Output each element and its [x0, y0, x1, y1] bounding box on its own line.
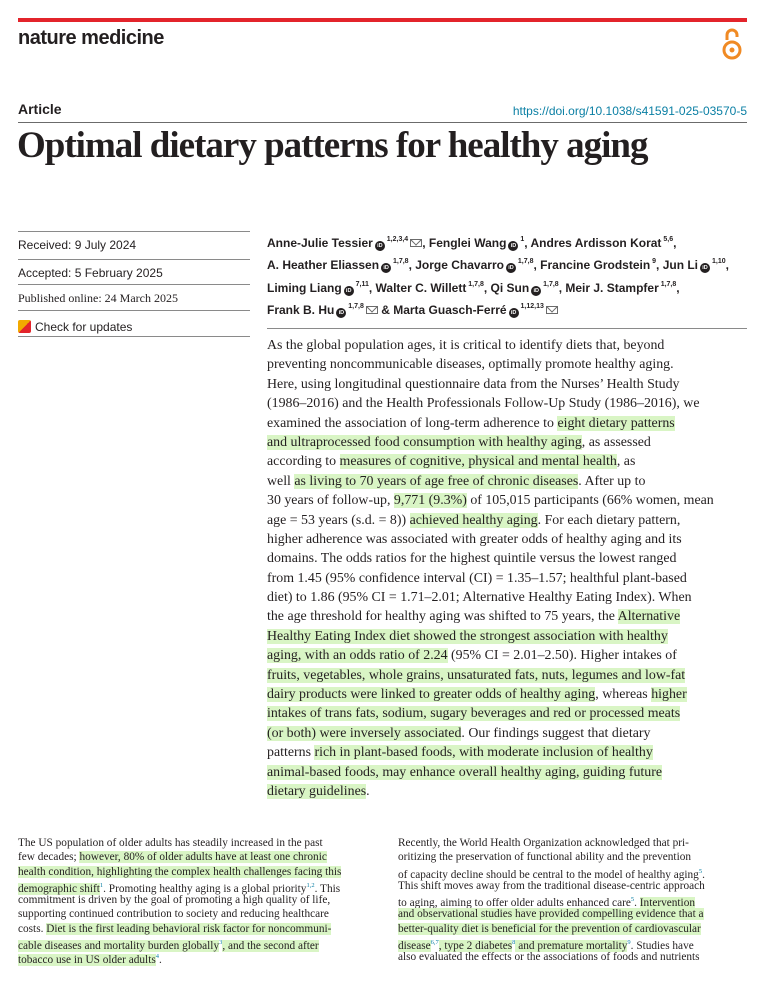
- body-text: costs.: [18, 922, 47, 935]
- affiliation-superscript: 1,7,8: [658, 280, 677, 288]
- author-name-text: Francine Grodstein: [540, 258, 651, 273]
- body-text: also evaluated the effects or the associations of foods and nutrients: [398, 951, 700, 964]
- author-line: Frank B. Hu iD $^{1,7,8}$ & Marta Guasch-Ferré iD $^{1,12,13}$: [267, 298, 747, 320]
- highlighted-text: better-quality diet is beneficial for the prevention of cardiovascular: [398, 922, 701, 935]
- highlighted-text: fruits, vegetables, whole grains, unsaturated fats, nuts, legumes and low-fat: [267, 667, 686, 683]
- abstract-line: [267, 530, 749, 549]
- body-line: [398, 836, 748, 850]
- citation-reference[interactable]: 5: [630, 896, 635, 904]
- check-for-updates-label: Check for updates: [35, 319, 133, 334]
- abstract-line: [267, 627, 749, 646]
- highlighted-text: Intervention: [639, 896, 695, 909]
- doi-link[interactable]: https://doi.org/10.1038/s41591-025-03570-5: [512, 104, 747, 118]
- body-line: [18, 936, 368, 950]
- highlighted-text: Healthy Eating Index diet showed the strongest association with healthy: [267, 628, 668, 644]
- abstract-text: Here, using longitudinal questionnaire data from the Nurses’ Health Study: [267, 376, 680, 392]
- affiliation-superscript: 9: [650, 258, 657, 266]
- author-name-text: A. Heather Eliassen: [267, 258, 380, 273]
- highlighted-text: eight dietary patterns: [557, 415, 675, 431]
- author-list: [267, 231, 747, 320]
- citation-reference[interactable]: 6,7: [430, 939, 439, 947]
- body-text: The US population of older adults has steadily increased in the past: [18, 837, 323, 849]
- author-line: Anne-Julie Tessier iD $^{1,2,3,4}$ , Fenglei Wang iD $^1$, Andres Ardisson Korat $^{5,6}$,: [267, 236, 677, 250]
- citation-reference[interactable]: 3: [219, 939, 223, 947]
- abstract-line: [267, 491, 749, 510]
- abstract-line: [267, 607, 749, 626]
- abstract-line: [267, 394, 749, 413]
- author-name[interactable]: [663, 258, 726, 272]
- body-line: [18, 907, 368, 921]
- highlighted-text: and observational studies have provided compelling evidence that a: [398, 908, 704, 921]
- abstract-line: [267, 685, 749, 704]
- body-text: .: [702, 868, 705, 881]
- abstract-text: the age threshold for healthy aging was shifted to 75 years, the: [267, 609, 618, 625]
- affiliation-superscript: 5,6: [661, 236, 674, 243]
- author-name-text: Meir J. Stampfer: [565, 280, 659, 295]
- abstract-text: patterns: [267, 745, 315, 761]
- highlighted-text: animal-based foods, may enhance overall healthy aging, guiding future: [267, 764, 662, 780]
- highlighted-text: , and the second after: [222, 939, 319, 952]
- highlighted-text: , type 2 diabetes: [438, 939, 513, 952]
- orcid-icon[interactable]: iD: [506, 263, 516, 273]
- abstract-text: .: [366, 783, 370, 799]
- abstract: [267, 336, 749, 801]
- highlighted-text: 9,771 (9.3%): [393, 493, 467, 509]
- author-name[interactable]: [267, 258, 409, 272]
- author-name[interactable]: [415, 258, 533, 272]
- author-name-text: Fenglei Wang: [428, 236, 507, 250]
- author-name-text: Frank B. Hu: [267, 302, 335, 317]
- body-line: [18, 950, 368, 967]
- author-name[interactable]: [393, 303, 558, 317]
- body-line: [398, 950, 748, 964]
- accepted-date: Accepted: 5 February 2025: [18, 259, 250, 287]
- highlighted-text: (or both) were inversely associated: [267, 725, 462, 741]
- header-rule: [18, 18, 747, 22]
- body-text: .: [634, 896, 640, 909]
- abstract-text: examined the association of long-term adherence to: [267, 415, 558, 431]
- abstract-line: [267, 549, 749, 568]
- author-name-text: Jun Li: [662, 258, 699, 273]
- author-name-text: Liming Liang: [267, 280, 342, 295]
- abstract-text: higher adherence was associated with greater odds of healthy aging and its: [267, 531, 682, 547]
- abstract-text: , whereas: [595, 687, 652, 703]
- body-column-right: [398, 836, 748, 965]
- email-icon[interactable]: [410, 239, 422, 247]
- abstract-text: 30 years of follow-up,: [267, 493, 394, 509]
- abstract-text: (1986–2016) and the Health Professionals Follow-Up Study (1986–2016), we: [267, 396, 700, 412]
- abstract-divider: [267, 328, 747, 329]
- author-name-text: Jorge Chavarro: [415, 258, 504, 273]
- open-access-icon: [721, 27, 743, 61]
- orcid-icon[interactable]: iD: [700, 263, 710, 273]
- affiliation-superscript: 1,7,8: [391, 258, 409, 266]
- body-column-left: [18, 836, 368, 965]
- author-name[interactable]: [531, 236, 674, 250]
- highlighted-text: achieved healthy aging: [409, 512, 538, 528]
- orcid-icon[interactable]: iD: [375, 241, 385, 251]
- affiliation-superscript: 1,12,13: [518, 302, 544, 310]
- received-date: Received: 9 July 2024: [18, 231, 250, 259]
- highlighted-text: aging, with an odds ratio of 2.24: [267, 648, 448, 664]
- author-name[interactable]: [540, 258, 656, 272]
- abstract-text: . After up to: [578, 473, 646, 489]
- body-line: [18, 879, 368, 893]
- abstract-line: [267, 414, 749, 433]
- title-divider: [18, 122, 747, 123]
- highlighted-text: cable diseases and mortality burden globally: [18, 939, 220, 952]
- check-for-updates-icon: [18, 320, 31, 333]
- abstract-text: , as assessed: [581, 434, 651, 450]
- body-line: [398, 936, 748, 950]
- body-text: of capacity decline should be central to the model of healthy aging: [398, 868, 699, 881]
- highlighted-text: tobacco use in US older adults: [18, 954, 156, 967]
- body-line: [18, 865, 368, 879]
- abstract-text: diet) to 1.86 (95% CI = 1.71–2.01; Alternative Healthy Eating Index). When: [267, 590, 692, 606]
- highlighted-text: and ultraprocessed food consumption with healthy aging: [267, 434, 582, 450]
- abstract-text: . Our findings suggest that dietary: [461, 725, 651, 741]
- abstract-text: . For each dietary pattern,: [537, 512, 681, 528]
- body-line: [398, 879, 748, 893]
- abstract-line: [267, 472, 749, 491]
- citation-reference[interactable]: 9: [627, 939, 631, 947]
- body-text: .: [158, 954, 162, 967]
- abstract-line: [267, 588, 749, 607]
- abstract-text: , as: [616, 454, 636, 470]
- author-name-text: Qi Sun: [490, 280, 530, 295]
- author-name[interactable]: [565, 281, 676, 295]
- abstract-text: according to: [267, 454, 340, 470]
- abstract-line: [267, 433, 749, 452]
- article-title: Optimal dietary patterns for healthy aging: [17, 125, 648, 166]
- body-line: [398, 850, 748, 864]
- author-name-text: Walter C. Willett: [375, 280, 467, 295]
- author-name[interactable]: [267, 281, 369, 295]
- orcid-icon[interactable]: iD: [531, 286, 541, 296]
- citation-reference[interactable]: 1,2: [306, 881, 315, 889]
- abstract-text: (95% CI = 2.01–2.50). Higher intakes of: [447, 648, 677, 664]
- affiliation-superscript: 1,7,8: [466, 280, 484, 288]
- orcid-icon[interactable]: iD: [381, 263, 391, 273]
- body-text: commitment is driven by the goal of promoting a high quality of life,: [18, 894, 331, 907]
- abstract-text: from 1.45 (95% confidence interval (CI) = 1.35–1.57; healthful plant-based: [267, 570, 687, 586]
- affiliation-superscript: 1: [518, 236, 525, 243]
- author-line: A. Heather Eliassen iD $^{1,7,8}$, Jorge Chavarro iD $^{1,7,8}$, Francine Grodstein $^9$, Jun Li iD $^{1,10}$,: [267, 258, 729, 273]
- body-text: Recently, the World Health Organization acknowledged that pri-: [398, 837, 689, 849]
- body-line: [398, 922, 748, 936]
- highlighted-text: as living to 70 years of age free of chronic diseases: [294, 473, 579, 489]
- abstract-line: [267, 569, 749, 588]
- body-text: supporting continued contribution to society and reducing healthcare: [18, 908, 329, 921]
- author-name[interactable]: [267, 303, 378, 317]
- abstract-text: well: [267, 473, 295, 489]
- body-text: oritizing the preservation of functional ability and the prevention: [398, 851, 692, 864]
- abstract-line: [267, 724, 749, 743]
- body-text: to aging, aiming to offer older adults enhanced care: [398, 896, 631, 909]
- abstract-text: preventing noncommunicable diseases, optimally promote healthy aging.: [267, 357, 674, 373]
- abstract-line: [267, 704, 749, 723]
- abstract-line: [267, 511, 749, 530]
- abstract-line: [267, 355, 749, 374]
- affiliation-superscript: 7,11: [353, 280, 369, 288]
- affiliation-superscript: 1,2,3,4: [384, 236, 409, 243]
- author-name[interactable]: [491, 281, 559, 295]
- orcid-icon[interactable]: iD: [508, 241, 518, 251]
- affiliation-superscript: 1,7,8: [346, 302, 364, 310]
- body-text: . Promoting healthy aging is a global priority: [103, 882, 307, 895]
- highlighted-text: disease: [398, 939, 431, 952]
- abstract-text: age = 53 years (s.d. = 8)): [267, 512, 410, 528]
- body-line: [398, 907, 748, 921]
- orcid-icon[interactable]: iD: [344, 286, 354, 296]
- highlighted-text: measures of cognitive, physical and mental health: [339, 454, 617, 470]
- body-line: [18, 922, 368, 936]
- email-icon[interactable]: [546, 306, 558, 314]
- citation-reference[interactable]: 8: [512, 939, 516, 947]
- highlighted-text: rich in plant-based foods, with moderate inclusion of healthy: [314, 745, 653, 761]
- author-name[interactable]: [267, 236, 422, 250]
- author-line: Liming Liang iD $^{7,11}$, Walter C. Willett $^{1,7,8}$, Qi Sun iD $^{1,7,8}$, Meir J. Stampfer $^{1,7,8}$,: [267, 280, 680, 295]
- highlighted-text: however, 80% of older adults have at least one chronic: [79, 851, 327, 864]
- journal-name[interactable]: nature medicine: [18, 27, 164, 49]
- abstract-line: [267, 336, 749, 355]
- citation-reference[interactable]: 5: [698, 867, 703, 875]
- author-name-text: Anne-Julie Tessier: [267, 236, 373, 250]
- author-name[interactable]: [376, 281, 484, 295]
- abstract-line: [267, 782, 749, 801]
- check-for-updates-button[interactable]: [18, 310, 250, 337]
- abstract-line: [267, 743, 749, 762]
- body-text: This shift moves away from the traditional disease-centric approach: [398, 879, 705, 892]
- highlighted-text: Alternative: [617, 609, 681, 625]
- abstract-line: [267, 375, 749, 394]
- affiliation-superscript: 1,10: [710, 258, 726, 266]
- body-line: [18, 850, 368, 864]
- highlighted-text: demographic shift: [18, 882, 100, 895]
- abstract-line: [267, 763, 749, 782]
- abstract-text: domains. The odds ratios for the highest quintile versus the lowest ranged: [267, 551, 677, 567]
- affiliation-superscript: 1,7,8: [515, 258, 534, 266]
- body-line: [18, 893, 368, 907]
- body-text: . Studies have: [630, 939, 694, 952]
- highlighted-text: intakes of trans fats, sodium, sugary beverages and red or processed meats: [267, 706, 681, 722]
- highlighted-text: health condition, highlighting the complex health challenges facing this: [18, 865, 342, 878]
- abstract-text: of 105,015 participants (66% women, mean: [466, 493, 714, 509]
- highlighted-text: dietary guidelines: [267, 783, 367, 799]
- author-name[interactable]: [429, 236, 524, 250]
- body-line: [18, 836, 368, 850]
- orcid-icon[interactable]: iD: [336, 308, 346, 318]
- body-line: [398, 893, 748, 907]
- abstract-line: [267, 666, 749, 685]
- body-text: . This: [314, 882, 341, 895]
- citation-reference[interactable]: 4: [155, 953, 159, 961]
- highlighted-text: higher: [651, 687, 687, 703]
- abstract-line: [267, 452, 749, 471]
- author-name-text: Andres Ardisson Korat: [530, 236, 662, 250]
- abstract-text: As the global population ages, it is critical to identify diets that, beyond: [267, 338, 665, 353]
- author-name-text: Marta Guasch-Ferré: [393, 302, 507, 317]
- orcid-icon[interactable]: iD: [509, 308, 519, 318]
- highlighted-text: and premature mortality: [515, 939, 628, 952]
- body-text: few decades;: [18, 851, 80, 864]
- email-icon[interactable]: [366, 306, 378, 314]
- highlighted-text: dairy products were linked to greater odds of healthy aging: [267, 687, 596, 703]
- published-date: Published online: 24 March 2025: [18, 284, 250, 312]
- abstract-line: [267, 646, 749, 665]
- article-type: Article: [18, 101, 62, 117]
- citation-reference[interactable]: 1: [99, 881, 104, 889]
- body-line: [398, 865, 748, 879]
- affiliation-superscript: 1,7,8: [541, 280, 559, 288]
- highlighted-text: Diet is the first leading behavioral risk factor for noncommuni-: [46, 922, 332, 935]
